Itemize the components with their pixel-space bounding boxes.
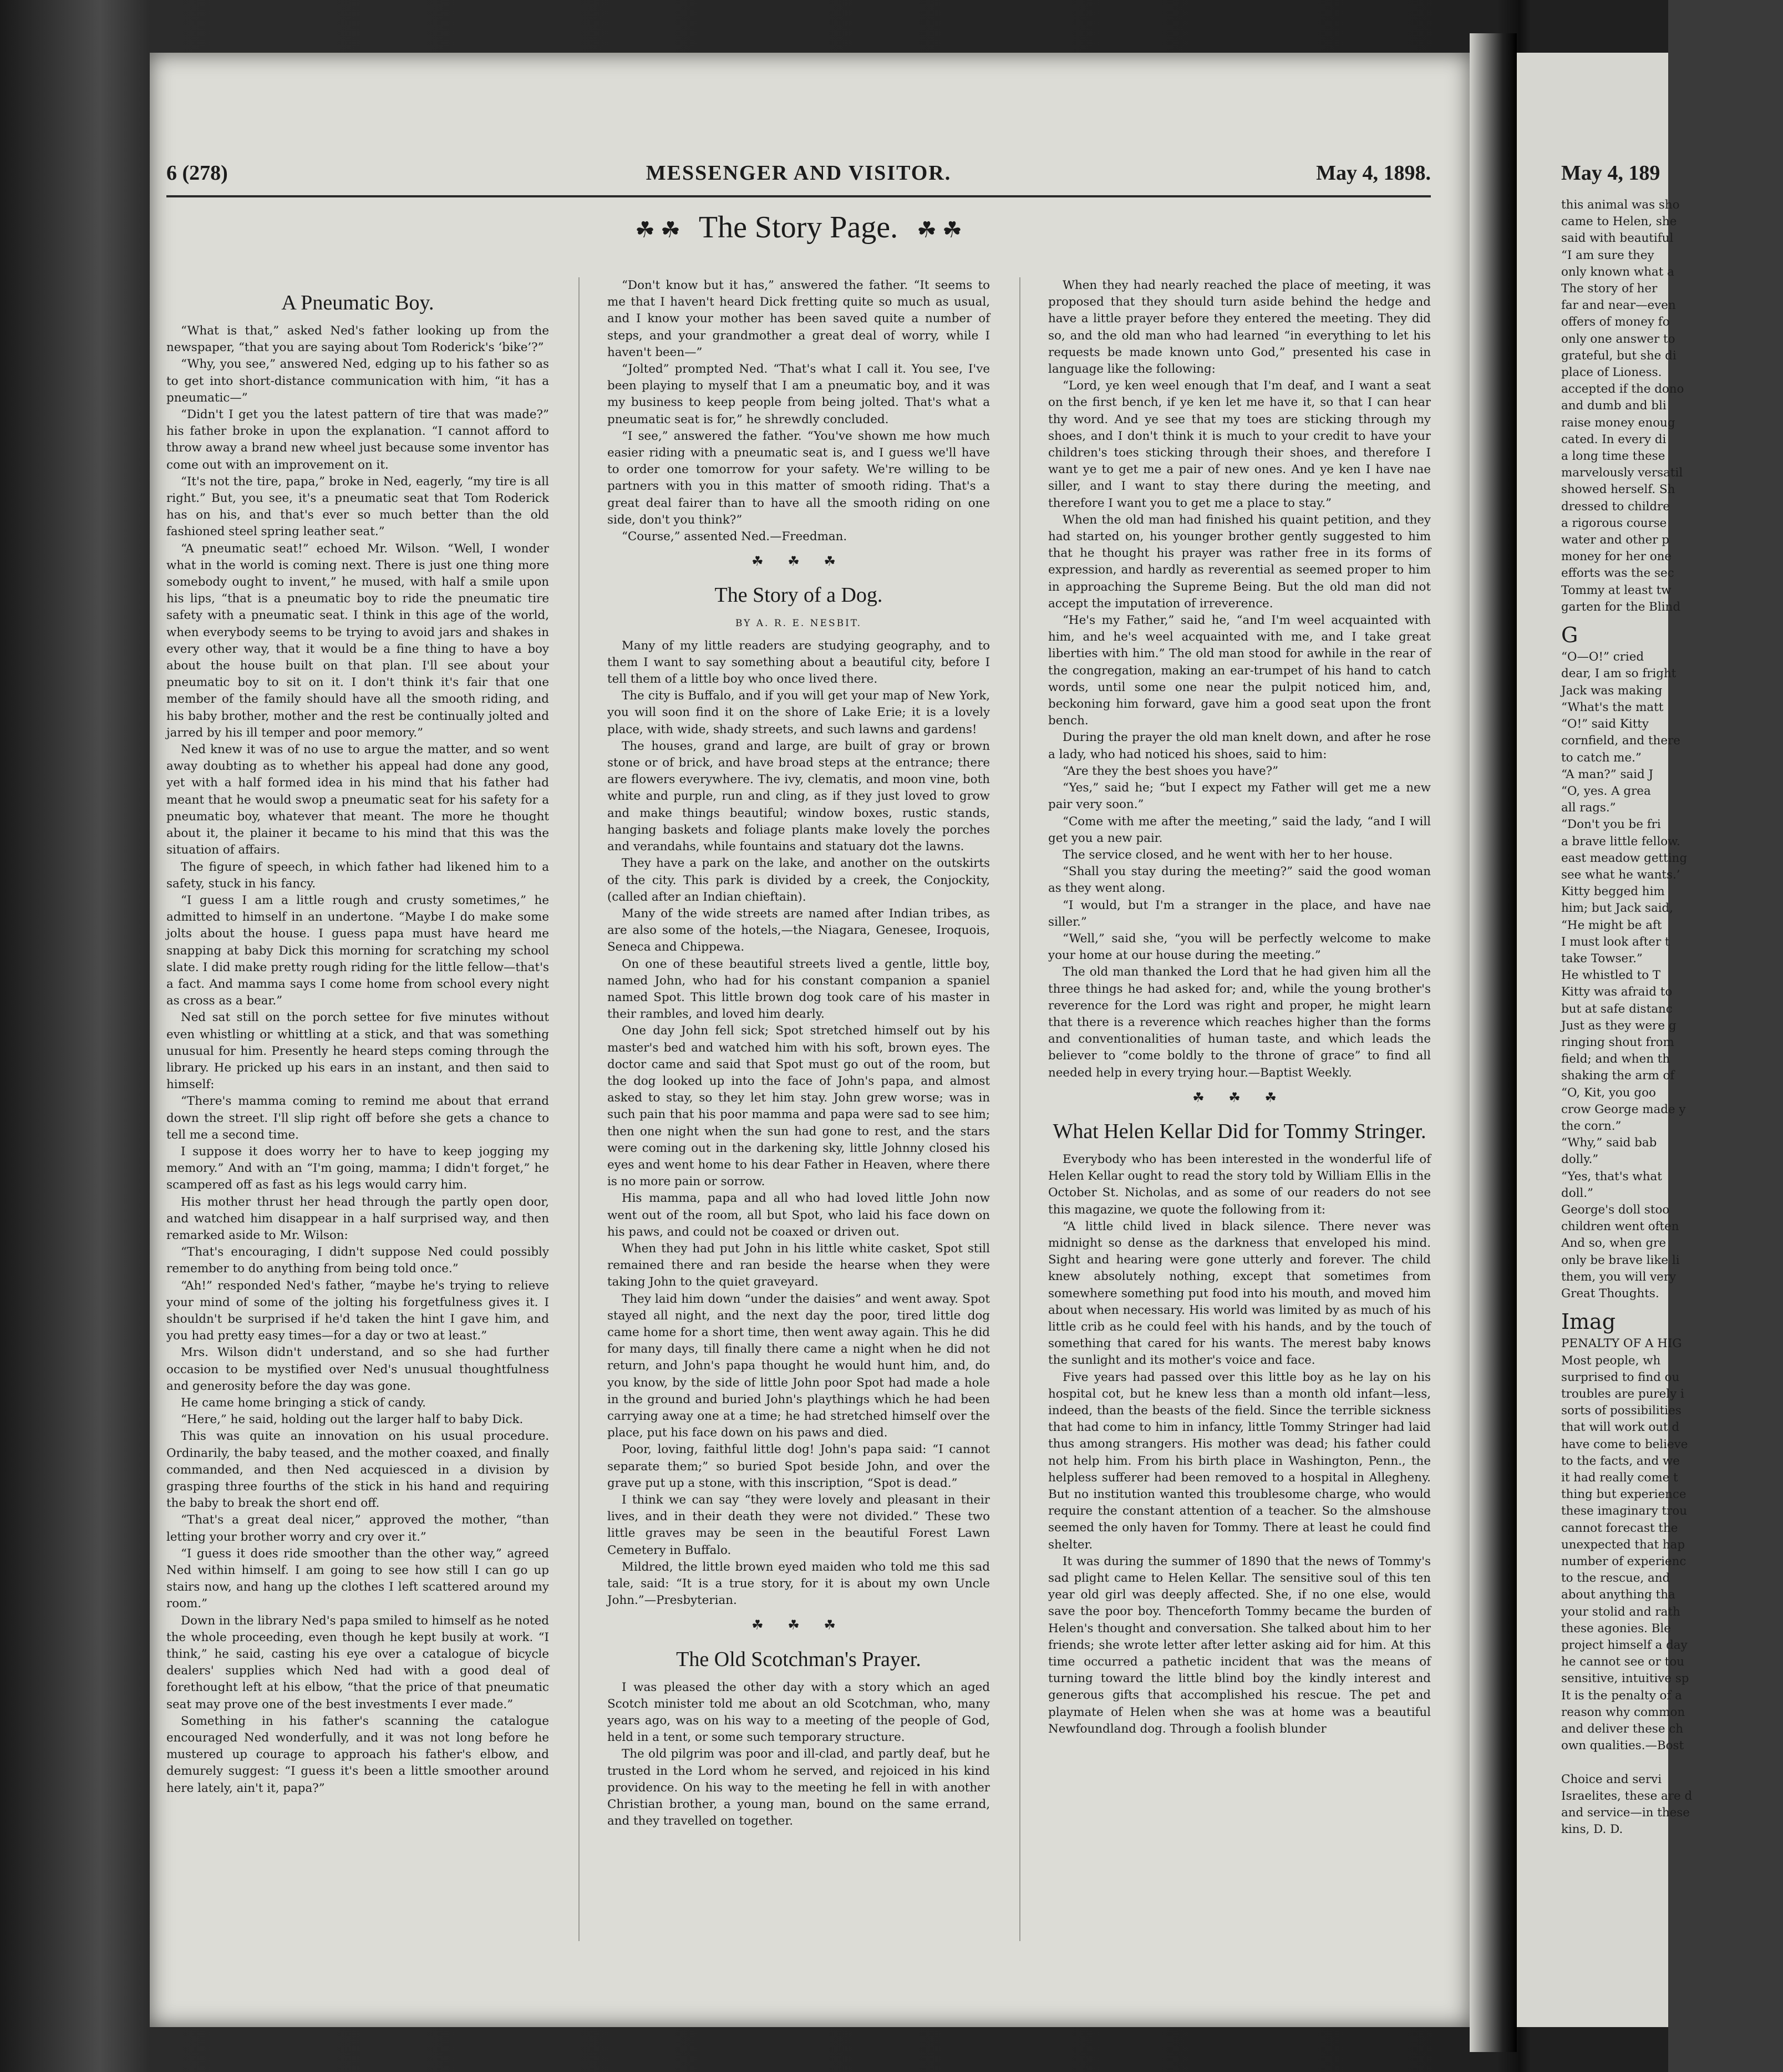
adjacent-line: offers of money fo — [1561, 315, 1670, 329]
paragraph: Something in his father's scanning the catalogue encouraged Ned wonderfully, and it was not long before he mustered up courage to approach his father's elbow, and demurely suggest: “I guess it's been a little smoother around here lately, ain't it, papa?” — [166, 1714, 549, 1795]
adjacent-page — [1517, 53, 1693, 2027]
adjacent-line: have come to believe — [1561, 1437, 1688, 1451]
paragraph: Many of my little readers are studying geography, and to them I want to say something about a beautiful city, before I tell them of a little boy who once lived there. — [607, 638, 990, 687]
paragraph: “That's encouraging, I didn't suppose Ned could possibly remember to do anything from being told once.” — [166, 1245, 549, 1276]
paragraph: The figure of speech, in which father had likened him to a safety, stuck in his fancy. — [166, 860, 549, 891]
paragraph: When they had put John in his little white casket, Spot still remained there and ran beside the hearse when they were taking John to the quiet graveyard. — [607, 1241, 990, 1289]
adjacent-line: to catch me.” — [1561, 750, 1642, 765]
adjacent-line: this animal was sho — [1561, 198, 1680, 212]
adjacent-page-header: May 4, 189 — [1561, 161, 1660, 185]
paragraph: “A little child lived in black silence. There never was midnight so dense as the darkness that enveloped his mind. Sight and hearing were gone utterly and forever. The child knew absolutely nothing, except that sometimes from somewhere something put food into his mouth, and moved him about when necessary. His world was limited by as much of his little crib as he could feel with his hands, and by the touch of something that cared for his wants. The merest baby knows the sunlight and its mother's voice and face. — [1048, 1219, 1431, 1368]
adjacent-line: to the facts, and we — [1561, 1454, 1680, 1468]
paragraph: “Jolted” prompted Ned. “That's what I call it. You see, I've been playing to myself that I am a pneumatic boy, and it was my business to keep people from being jolted. That's what a pneumatic seat is for,” he shrewdly concluded. — [607, 362, 990, 426]
adjacent-line: The story of her — [1561, 282, 1658, 296]
adjacent-line: field; and when th — [1561, 1052, 1670, 1067]
paragraph: “I see,” answered the father. “You've shown me how much easier riding with a pneumatic seat is, and I guess we'll have to order one tomorrow for your safety. We're willing to be partners with you in this matter of smooth riding. That's a great deal fairer than to have all the smooth riding on one side, don't you think?” — [607, 429, 990, 527]
adjacent-line: “Don't you be fri — [1561, 817, 1661, 832]
adjacent-line: these imaginary trou — [1561, 1504, 1687, 1519]
adjacent-line: but at safe distanc — [1561, 1002, 1673, 1016]
masthead: MESSENGER AND VISITOR. — [646, 161, 952, 185]
adjacent-line: “He might be aft — [1561, 918, 1662, 932]
column-3 — [1048, 277, 1431, 1941]
issue-date: May 4, 1898. — [1316, 161, 1431, 185]
paragraph: Poor, loving, faithful little dog! John's papa said: “I cannot separate them;” so buried Spot beside John, and over the grave put up a stone, with this inscription, “Spot is dead.” — [607, 1443, 990, 1490]
story-title-scotchman: The Old Scotchman's Prayer. — [676, 1647, 921, 1671]
adjacent-line: He whistled to T — [1561, 968, 1661, 983]
adjacent-line: “Why,” said bab — [1561, 1136, 1657, 1150]
adjacent-line: far and near—even — [1561, 298, 1676, 313]
paragraph: “Come with me after the meeting,” said the lady, “and I will get you a new pair. — [1048, 814, 1431, 845]
adjacent-line: said with beautiful — [1561, 231, 1674, 246]
paragraph: He came home bringing a stick of candy. — [181, 1396, 426, 1410]
paragraph: His mamma, papa and all who had loved little John now went out of the room, all but Spot, who laid his face down on his paws, and could not be coaxed or driven out. — [607, 1191, 990, 1239]
page-folio: 6 (278) — [166, 161, 228, 185]
adjacent-heading: Imag — [1561, 1309, 1616, 1334]
paragraph: “Lord, ye ken weel enough that I'm deaf, and I want a seat on the first bench, if ye ken let me have it, so that I can hear thy word. And ye see that my toes are sticking through my shoes, and I don't think it is much to your credit to have your children's toes sticking through their shoes, and therefore I want ye to get me a pair of new ones. And ye ken I have nae siller, and I want to stay there during the meeting, and therefore I want you to get me a place to stay.” — [1048, 379, 1431, 510]
story-title-helen: What Helen Kellar Did for Tommy Stringer. — [1053, 1119, 1426, 1143]
adjacent-line: all rags.” — [1561, 801, 1616, 815]
adjacent-line: “Yes, that's what — [1561, 1169, 1662, 1184]
adjacent-line: Jack was making — [1561, 683, 1663, 698]
paragraph: Mildred, the little brown eyed maiden who told me this sad tale, said: “It is a true story, for it is about my own Uncle John.”—Presbyterian. — [607, 1560, 990, 1608]
adjacent-line: “What's the matt — [1561, 700, 1664, 714]
paragraph: They laid him down “under the daisies” and went away. Spot stayed all night, and the next day the poor, tired little dog came home for a short time, then went away again. This he did for many days, till finally there came a night when he did not return, and John's papa thought he would hunt him, and, do you know, by the side of little John poor Spot had made a hole in the ground and buried John's playthings which he had been carrying away one at a time; he had stretched himself over the place, put his face down on his paws and died. — [607, 1292, 990, 1440]
adjacent-line: thing but experience — [1561, 1487, 1687, 1502]
adjacent-line: only known what a — [1561, 265, 1674, 279]
paragraph: “Well,” said she, “you will be perfectly welcome to make your home at our house during the meeting.” — [1048, 931, 1431, 963]
adjacent-line: a long time these — [1561, 449, 1665, 464]
adjacent-line: he cannot see or tou — [1561, 1655, 1685, 1669]
adjacent-line: place of Lioness. — [1561, 365, 1662, 380]
paragraph: “Are they the best shoes you have?” — [1063, 764, 1279, 778]
adjacent-line: showed herself. Sh — [1561, 483, 1675, 497]
adjacent-line: Most people, wh — [1561, 1353, 1661, 1368]
paragraph: Down in the library Ned's papa smiled to himself as he noted the whole proceeding, even though he kept busily at work. “I think,” he said, casting his eye over a catalogue of bicycle dealers' supplies which Ned had with a good deal of forethought left at his elbow, “that the price of that pneumatic seat may prove one of the best investments I ever made.” — [166, 1613, 549, 1712]
paragraph: One day John fell sick; Spot stretched himself out by his master's bed and watched him with his soft, brown eyes. The doctor came and said that Spot must go out of the room, but the dog looked up into the face of John's papa, and almost asked to stay, so they let him stay. John grew worse; was in such pain that his poor mamma and papa were sad to see him; then one night when the sun had gone to rest, and the stars were coming out in the darkening sky, little Johnny closed his eyes and went home to his dear Father in Heaven, where there is no more pain or sorrow. — [607, 1024, 990, 1189]
adjacent-line: “O, Kit, you goo — [1561, 1085, 1656, 1100]
adjacent-line: about anything tha — [1561, 1588, 1675, 1602]
adjacent-line: Great Thoughts. — [1561, 1287, 1659, 1301]
paragraph: On one of these beautiful streets lived a gentle, little boy, named John, who had for his constant companion a spaniel named Spot. This little brown dog took care of his master in their rambles, and loved him dearly. — [607, 957, 990, 1022]
paragraph: During the prayer the old man knelt down, and after he rose a lady, who had noticed his shoes, said to him: — [1048, 730, 1431, 761]
paragraph: The old pilgrim was poor and ill-clad, and partly deaf, but he trusted in the Lord whom he served, and rejoiced in his kind providence. On his way to the meeting he fell in with another Christian brother, a young man, bound on the same errand, and they travelled on together. — [607, 1747, 990, 1829]
header-rule — [166, 195, 1431, 197]
adjacent-line: “O!” said Kitty — [1561, 717, 1649, 732]
ornament-left: ☘ ☘ — [635, 217, 680, 242]
paragraph: “What is that,” asked Ned's father looking up from the newspaper, “that you are saying about Tom Roderick's ‘bike’?” — [166, 324, 549, 355]
paragraph: Mrs. Wilson didn't understand, and so she had further occasion to be mystified over Ned's unusual thoughtfulness and generosity before the day was gone. — [166, 1345, 549, 1393]
adjacent-line: raise money enoug — [1561, 415, 1675, 430]
paragraph: “I guess it does ride smoother than the other way,” agreed Ned within himself. I am going to see how still I can go up stairs now, and hang up the clothes I left scattered around my room.” — [166, 1546, 549, 1611]
paragraph: His mother thrust her head through the partly open door, and watched him disappear in a half surprised way, and then remarked aside to Mr. Wilson: — [166, 1195, 549, 1242]
adjacent-line: reason why common — [1561, 1705, 1685, 1719]
adjacent-line: unexpected that hap — [1561, 1537, 1685, 1552]
column-2 — [607, 277, 990, 1941]
adjacent-line: troubles are purely i — [1561, 1387, 1684, 1401]
adjacent-line: and deliver these ch — [1561, 1722, 1684, 1736]
adjacent-line: George's doll stoo — [1561, 1202, 1670, 1217]
adjacent-line: garten for the Blind — [1561, 600, 1681, 614]
paragraph: Five years had passed over this little boy as he lay on his hospital cot, but he knew less than a month old infant—less, indeed, than the beasts of the field. Since the terrible sickness that had come to him in infancy, little Tommy Stringer had laid thus among strangers. His mother was dead; his father could not help him. From his birth place in Washington, Penn., the helpless sufferer had been removed to a hospital in Allegheny. But no institution wanted this troublesome charge, who would require the constant attention of a teacher. So the almshouse seemed the only haven for Tommy. There at least he could find shelter. — [1048, 1370, 1431, 1552]
adjacent-line: “A man?” said J — [1561, 767, 1654, 781]
adjacent-line: only one answer to — [1561, 332, 1675, 346]
paragraph: “That's a great deal nicer,” approved the mother, “than letting your brother worry and cry over it.” — [166, 1513, 549, 1544]
adjacent-line: a rigorous course — [1561, 516, 1667, 530]
paragraph: The city is Buffalo, and if you will get your map of New York, you will soon find it on the shore of Lake Erie; it is a lovely place, with wide, shady streets, and such lawns and gardens! — [607, 689, 990, 737]
paragraph: “Here,” he said, holding out the larger half to baby Dick. — [181, 1413, 524, 1427]
adjacent-line: shaking the arm of — [1561, 1069, 1675, 1083]
adjacent-line: east meadow getting — [1561, 851, 1688, 865]
paragraph: When they had nearly reached the place of meeting, it was proposed that they should turn aside behind the hedge and have a little prayer before they entered the meeting. They did so, and the old man who had learned “in everything to let his requests be made known unto God,” presented his case in language like the following: — [1048, 278, 1431, 377]
adjacent-line: doll.” — [1561, 1186, 1593, 1200]
paragraph: “Don't know but it has,” answered the father. “It seems to me that I haven't heard Dick fretting quite so much as usual, and I know your mother has been saved quite a number of steps, and your grandmother a great deal of worry, while I haven't been—” — [607, 278, 990, 359]
adjacent-line — [1561, 1754, 1783, 1771]
adjacent-line: dolly.” — [1561, 1152, 1599, 1167]
ornament-right: ☘ ☘ — [917, 217, 962, 242]
adjacent-line: them, you will very — [1561, 1269, 1677, 1284]
adjacent-line: own qualities.—Bost — [1561, 1739, 1684, 1753]
paragraph: “Didn't I get you the latest pattern of tire that was made?” his father broke in upon the explanation. “I cannot afford to throw away a brand new wheel just because some inventor has come out with an improvement on it. — [166, 408, 549, 472]
adjacent-line: take Towser.” — [1561, 951, 1643, 966]
paragraph: “It's not the tire, papa,” broke in Ned, eagerly, “my tire is all right.” But, you see, it's a pneumatic seat that Tom Roderick has on his, and that's ever so much better than the old fashioned steel spring leather seat.” — [166, 474, 549, 539]
adjacent-line: project himself a day — [1561, 1638, 1688, 1653]
adjacent-line: to the rescue, and — [1561, 1571, 1670, 1586]
adjacent-line: grateful, but she di — [1561, 348, 1677, 363]
adjacent-line: and dumb and bli — [1561, 399, 1667, 413]
paragraph: “Why, you see,” answered Ned, edging up to his father so as to get into short-distance communication with him, “it has a pneumatic—” — [166, 357, 549, 405]
column-rule — [578, 277, 580, 1941]
section-separator: ☘ ☘ ☘ — [1192, 1089, 1287, 1105]
adjacent-line: dressed to childre — [1561, 499, 1670, 514]
adjacent-line: cannot forecast the — [1561, 1521, 1678, 1535]
adjacent-line: only be brave like li — [1561, 1253, 1680, 1267]
adjacent-line: it had really come t — [1561, 1471, 1678, 1485]
story-title-pneumatic: A Pneumatic Boy. — [281, 291, 434, 314]
paragraph: “Course,” assented Ned.—Freedman. — [622, 530, 847, 544]
paragraph: “Yes,” said he; “but I expect my Father will get me a new pair very soon.” — [1048, 781, 1431, 812]
paragraph: “He's my Father,” said he, “and I'm weel acquainted with him, and he's weel acquainted with me, and I take great liberties with him.” The old man stood for awhile in the rear of the congregation, making an ear-trumpet of his hand to catch words, until some one near the pulpit noticed him, and, beckoning him forward, gave him a good seat upon the front bench. — [1048, 613, 1431, 728]
adjacent-line: marvelously versatil — [1561, 466, 1683, 480]
adjacent-line: surprised to find ou — [1561, 1370, 1680, 1384]
adjacent-line: Tommy at least tw — [1561, 583, 1672, 597]
adjacent-line: that will work out d — [1561, 1420, 1680, 1435]
adjacent-line: your stolid and rath — [1561, 1604, 1680, 1619]
paragraph: The old man thanked the Lord that he had given him all the three things he had asked for; and, while the young brother's reverence for the Lord was right and proper, he might learn that there is a reverence which reaches higher than the forms and conventionalities of human taste, and which leads the believer to “come boldly to the throne of grace” to find all needed help in every trying hour.—Baptist Weekly. — [1048, 965, 1431, 1080]
page-gutter — [1470, 33, 1517, 2052]
column-1 — [166, 277, 549, 1941]
adjacent-line: It is the penalty of a — [1561, 1688, 1682, 1703]
paragraph: When the old man had finished his quaint petition, and they had started on, his younger brother gently suggested to him that he thought his prayer was rather free in its forms of expression, and hardly as reverential as seemed proper to him in approaching the Supreme Being. But the old man did not accept the imputation of irreverence. — [1048, 512, 1431, 611]
section-separator: ☘ ☘ ☘ — [751, 1617, 846, 1633]
adjacent-subhead: PENALTY OF A HIG — [1561, 1337, 1682, 1351]
adjacent-line: cated. In every di — [1561, 432, 1667, 446]
adjacent-line: efforts was the sec — [1561, 566, 1674, 581]
adjacent-page-text — [1561, 197, 1783, 1839]
paragraph: Everybody who has been interested in the wonderful life of Helen Kellar ought to read the story told by William Ellis in the October St. Nicholas, and as some of our readers do not see this magazine, we quote the following from it: — [1048, 1152, 1431, 1217]
adjacent-line: sensitive, intuitive sp — [1561, 1672, 1689, 1686]
paragraph: Many of the wide streets are named after Indian tribes, as are also some of the hotels,—the Niagara, Genesee, Iroquois, Seneca and Chippewa. — [607, 906, 990, 954]
adjacent-line: crow George made y — [1561, 1102, 1686, 1116]
adjacent-line: him; but Jack said, — [1561, 901, 1673, 916]
adjacent-line: ringing shout from — [1561, 1035, 1674, 1049]
paragraph: “A pneumatic seat!” echoed Mr. Wilson. “Well, I wonder what in the world is coming next. There is just one thing more somebody ought to invent,” he mused, with half a smile upon his lips, “that is a pneumatic boy to ride the pneumatic tire safety with a pneumatic seat. I think in this age of the world, when everybody seems to be trying to avoid jars and shakes in every other way, that it would be a fine thing to have a boy about the house built on that plan. I'll see about your pneumatic boy to sit on it. I don't think it's fair that one member of the family should have all the smooth riding, and his baby brother, mother and the rest be continually jolted and jarred by his ill temper and poor memory.” — [166, 541, 549, 740]
adjacent-line: accepted if the dono — [1561, 382, 1684, 397]
adjacent-line: Just as they were g — [1561, 1018, 1677, 1033]
adjacent-line: I must look after t — [1561, 935, 1670, 949]
adjacent-line: kins, D. D. — [1561, 1822, 1623, 1837]
adjacent-line: and service—in these — [1561, 1806, 1690, 1820]
adjacent-line: sorts of possibilities — [1561, 1404, 1682, 1418]
section-title-text: The Story Page. — [698, 210, 898, 245]
paragraph: It was during the summer of 1890 that the news of Tommy's sad plight came to Helen Kellar. The sensitive soul of this ten year old girl was deeply affected. She, if no one else, would save the poor boy. Thenceforth Tommy became the burden of Helen's thought and conversation. She talked about him to her friends; she wrote letter after letter asking aid for him. At this time occurred a pathetic incident that was the means of turning toward the little blind boy the kindly interest and generous gifts that accomplished his rescue. The pet and playmate of Helen when she was at home was a beautiful Newfoundland dog. Through a foolish blunder — [1048, 1554, 1431, 1736]
adjacent-line: Kitty begged him — [1561, 885, 1665, 899]
page-header — [166, 161, 1431, 194]
section-title — [166, 210, 1431, 245]
adjacent-line: money for her one — [1561, 550, 1672, 564]
adjacent-line: these agonies. Ble — [1561, 1621, 1671, 1636]
adjacent-line: came to Helen, she — [1561, 215, 1677, 229]
adjacent-line: water and other p — [1561, 533, 1669, 547]
adjacent-line: “O—O!” cried — [1561, 650, 1644, 664]
paragraph: “There's mamma coming to remind me about that errand down the street. I'll slip right off before she gets a chance to tell me a second time. — [166, 1094, 549, 1142]
adjacent-line: children went often — [1561, 1220, 1679, 1234]
paragraph: The houses, grand and large, are built of gray or brown stone or of brick, and have broad steps at the entrance; there are flowers everywhere. The ivy, clematis, and moon vine, both white and purple, run and cling, as if they just loved to grow and make things beautiful; window boxes, rustic stands, hanging baskets and foliage plants make lovely the porches and verandahs, while fountains and statuary dot the lawns. — [607, 739, 990, 854]
adjacent-line: Choice and servi — [1561, 1772, 1662, 1786]
paragraph: I was pleased the other day with a story which an aged Scotch minister told me about an old Scotchman, who, many years ago, was on his way to a meeting of the people of God, held in a tent, or some such temporary structure. — [607, 1680, 990, 1745]
adjacent-line: see what he wants.’ — [1561, 867, 1680, 882]
paragraph: “I would, but I'm a stranger in the place, and have nae siller.” — [1048, 898, 1431, 929]
adjacent-line: a brave little fellow. — [1561, 834, 1680, 849]
adjacent-line: cornfield, and there — [1561, 734, 1680, 748]
adjacent-line: the corn.” — [1561, 1119, 1622, 1133]
paragraph: I suppose it does worry her to have to keep jogging my memory.” And with an “I'm going, mamma; I didn't forget,” he scampered off as fast as his legs would carry him. — [166, 1144, 549, 1192]
paragraph: “I guess I am a little rough and crusty sometimes,” he admitted to himself in an undertone. “Maybe I do make some jolts about the house. I guess papa must have heard me snapping at baby Dick this morning for scratching my school slate. I did make pretty rough riding for the little fellow—that's a fact. And mamma says I come home from school every night as cross as a bear.” — [166, 893, 549, 1008]
paragraph: I think we can say “they were lovely and pleasant in their lives, and in their death they were not divided.” These two little graves may be seen in the beautiful Forest Lawn Cemetery in Buffalo. — [607, 1493, 990, 1557]
story-title-dog: The Story of a Dog. — [714, 583, 883, 607]
column-rule — [1019, 277, 1020, 1941]
adjacent-line: dear, I am so fright — [1561, 667, 1677, 681]
paragraph: This was quite an innovation on his usual procedure. Ordinarily, the baby teased, and the mother coaxed, and finally commanded, and then Ned acquiesced in a division by grasping three fourths of the stick in his hand and requiring the baby to break the short end off. — [166, 1429, 549, 1511]
paragraph: Ned knew it was of no use to argue the matter, and so went away doubting as to whether his appeal had done any good, yet with a half formed idea in his mind that his father had meant that he would swop a pneumatic seat for his safety for a pneumatic boy, whatever that meant. The more he thought about it, the plainer it became to his mind that this was the situation of affairs. — [166, 743, 549, 857]
adjacent-line: number of experienc — [1561, 1555, 1687, 1569]
adjacent-line: “I am sure they — [1561, 248, 1654, 262]
adjacent-line: “O, yes. A grea — [1561, 784, 1651, 798]
paragraph: “Shall you stay during the meeting?” said the good woman as they went along. — [1048, 865, 1431, 896]
section-separator: ☘ ☘ ☘ — [751, 553, 846, 570]
adjacent-line: Kitty was afraid to — [1561, 985, 1673, 999]
paragraph: Ned sat still on the porch settee for five minutes without even whistling or whittling at a stick, and that was something unusual for him. Presently he heard steps coming through the library. He pricked up his ears in an instant, and then said to himself: — [166, 1010, 549, 1092]
adjacent-line: Israelites, these are d — [1561, 1789, 1693, 1803]
paragraph: The service closed, and he went with her to her house. — [1063, 847, 1393, 862]
paragraph: They have a park on the lake, and another on the outskirts of the city. This park is divided by a creek, the Conjockity, (called after an Indian chieftain). — [607, 856, 990, 904]
story-byline: BY A. R. E. NESBIT. — [735, 618, 862, 629]
paragraph: “Ah!” responded Ned's father, “maybe he's trying to relieve your mind of some of the jolting his forgetfulness gives it. I shouldn't be surprised if he'd taken the hint I gave him, and you had pretty easy times—for a day or two at least.” — [166, 1278, 549, 1343]
adjacent-heading: G — [1561, 623, 1578, 648]
adjacent-line: And so, when gre — [1561, 1236, 1667, 1251]
